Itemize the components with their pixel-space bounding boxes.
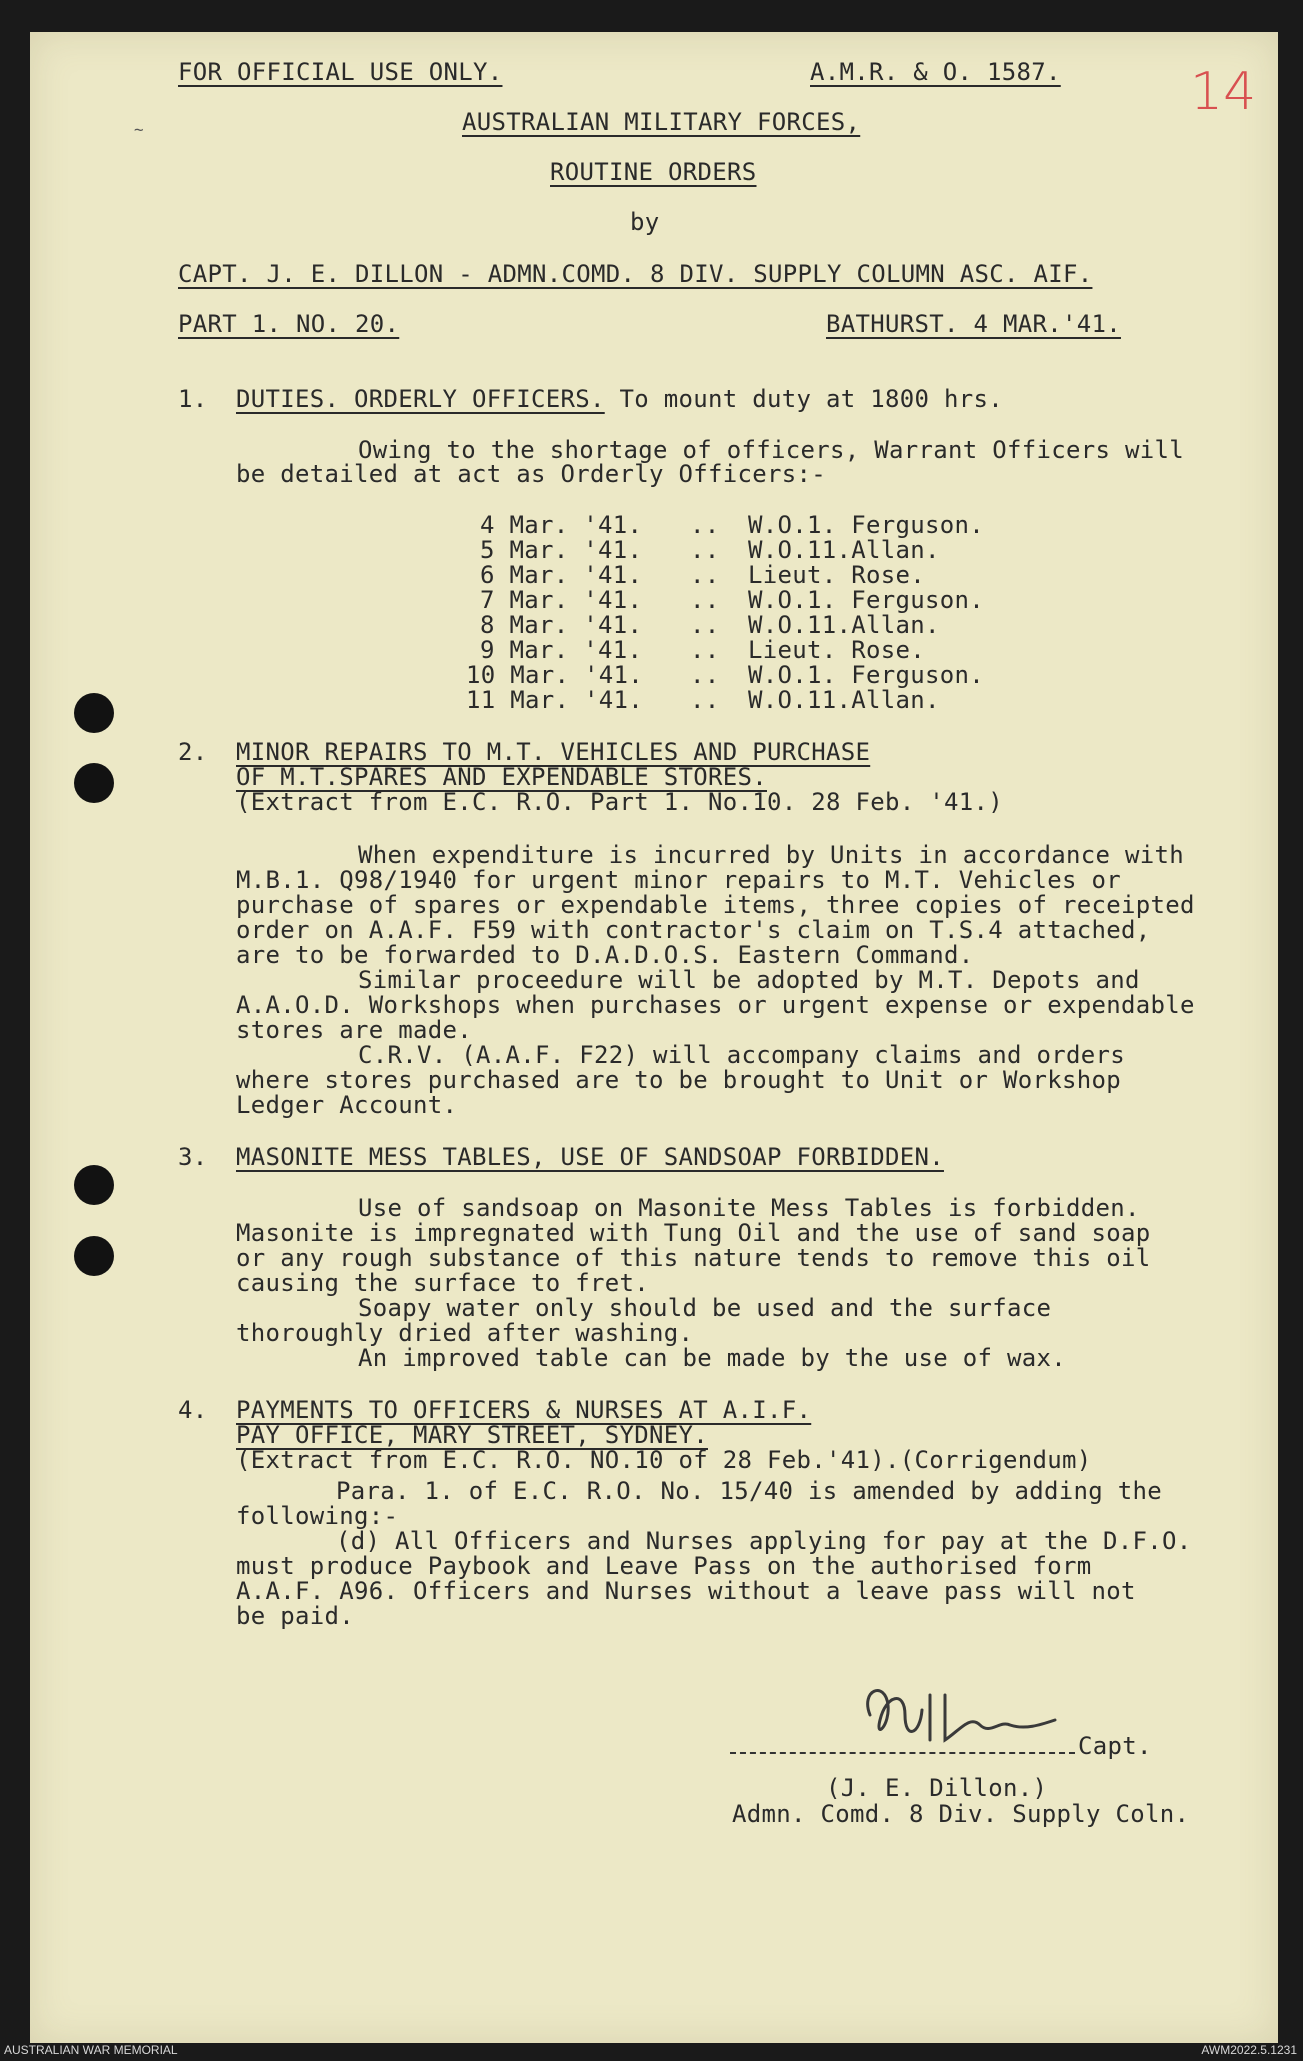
by-line: by	[630, 208, 660, 236]
roster-sep: ..	[690, 661, 720, 689]
paragraph-line: purchase of spares or expendable items, three copies of receipted	[236, 891, 1195, 919]
roster-row	[480, 538, 642, 563]
roster-date: 4 Mar. '41.	[480, 511, 643, 539]
paragraph-line: be paid.	[236, 1602, 354, 1630]
roster-date: 9 Mar. '41.	[480, 636, 643, 664]
roster-sep: ..	[690, 686, 720, 714]
footer-source: AUSTRALIAN WAR MEMORIAL	[4, 2043, 178, 2057]
item-1-heading-underlined: DUTIES. ORDERLY OFFICERS.	[236, 385, 605, 413]
roster-officer: Lieut. Rose.	[748, 561, 925, 589]
roster-sep: ..	[690, 536, 720, 564]
extract-reference: (Extract from E.C. R.O. NO.10 of 28 Feb.'41).(Corrigendum)	[236, 1446, 1092, 1474]
paragraph-line: Use of sandsoap on Masonite Mess Tables is forbidden.	[358, 1194, 1140, 1222]
punch-hole	[74, 1165, 114, 1205]
roster-officer: W.O.11.Allan.	[748, 686, 940, 714]
paragraph-line: thoroughly dried after washing.	[236, 1319, 694, 1347]
paragraph-line: M.B.1. Q98/1940 for urgent minor repairs to M.T. Vehicles or	[236, 866, 1121, 894]
paragraph-line: order on A.A.F. F59 with contractor's claim on T.S.4 attached,	[236, 916, 1151, 944]
roster-row	[480, 638, 642, 663]
roster-officer: W.O.1. Ferguson.	[748, 511, 984, 539]
paragraph-line: following:-	[236, 1502, 399, 1530]
item-number: 4.	[178, 1396, 208, 1424]
roster-row	[466, 663, 643, 688]
roster-row	[480, 513, 642, 538]
roster-officer: Lieut. Rose.	[748, 636, 925, 664]
roster-row	[480, 563, 642, 588]
paragraph-line: or any rough substance of this nature tends to remove this oil	[236, 1244, 1151, 1272]
footer-accession-number: AWM2022.5.1231	[1201, 2043, 1297, 2057]
organisation-heading: AUSTRALIAN MILITARY FORCES,	[462, 108, 861, 136]
roster-row	[480, 588, 642, 613]
paragraph-line: are to be forwarded to D.A.D.O.S. Eastern Command.	[236, 941, 974, 969]
roster-date: 10 Mar. '41.	[466, 661, 643, 689]
handwritten-signature	[850, 1670, 1070, 1760]
punch-hole	[74, 763, 114, 803]
paragraph-line: An improved table can be made by the use of wax.	[358, 1344, 1066, 1372]
roster-row	[480, 613, 642, 638]
issuer-line: CAPT. J. E. DILLON - ADMN.COMD. 8 DIV. SUPPLY COLUMN ASC. AIF.	[178, 260, 1093, 288]
paragraph-line: Masonite is impregnated with Tung Oil and the use of sand soap	[236, 1219, 1151, 1247]
roster-sep: ..	[690, 561, 720, 589]
document-reference: A.M.R. & O. 1587.	[810, 58, 1061, 86]
roster-sep: ..	[690, 511, 720, 539]
punch-hole	[74, 693, 114, 733]
item-4-heading: PAY OFFICE, MARY STREET, SYDNEY.	[236, 1421, 708, 1449]
signature-line	[730, 1752, 1075, 1754]
item-3-heading: MASONITE MESS TABLES, USE OF SANDSOAP FORBIDDEN.	[236, 1143, 944, 1171]
roster-officer: W.O.1. Ferguson.	[748, 586, 984, 614]
item-number: 2.	[178, 738, 208, 766]
roster-date: 11 Mar. '41.	[466, 686, 643, 714]
roster-sep: ..	[690, 586, 720, 614]
stray-mark: ~	[134, 120, 144, 139]
paragraph-line: C.R.V. (A.A.F. F22) will accompany claims and orders	[358, 1041, 1125, 1069]
roster-officer: W.O.1. Ferguson.	[748, 661, 984, 689]
extract-reference: (Extract from E.C. R.O. Part 1. No.10. 28 Feb. '41.)	[236, 788, 1003, 816]
item-1-heading-tail: To mount duty at 1800 hrs.	[604, 385, 1003, 413]
item-number: 3.	[178, 1143, 208, 1171]
paragraph-line: Soapy water only should be used and the surface	[358, 1294, 1052, 1322]
roster-officer: W.O.11.Allan.	[748, 536, 940, 564]
paragraph-line: (d) All Officers and Nurses applying for pay at the D.F.O.	[336, 1527, 1192, 1555]
document-title: ROUTINE ORDERS	[550, 158, 757, 186]
item-2-heading: MINOR REPAIRS TO M.T. VEHICLES AND PURCHASE	[236, 738, 871, 766]
paragraph-line: stores are made.	[236, 1016, 472, 1044]
paragraph-line: Ledger Account.	[236, 1091, 458, 1119]
roster-date: 6 Mar. '41.	[480, 561, 643, 589]
roster-date: 5 Mar. '41.	[480, 536, 643, 564]
roster-row	[466, 688, 643, 713]
part-number: PART 1. NO. 20.	[178, 310, 400, 338]
paragraph-line: Similar proceedure will be adopted by M.T. Depots and	[358, 966, 1140, 994]
paragraph-line: causing the surface to fret.	[236, 1269, 649, 1297]
signatory-rank: Capt.	[1078, 1732, 1152, 1760]
paragraph-line: be detailed at act as Orderly Officers:-	[236, 460, 826, 488]
page-number-mark: 14	[1190, 62, 1257, 122]
item-number: 1.	[178, 385, 208, 413]
paragraph-line: A.A.F. A96. Officers and Nurses without a leave pass will not	[236, 1577, 1136, 1605]
place-and-date: BATHURST. 4 MAR.'41.	[826, 310, 1121, 338]
roster-date: 7 Mar. '41.	[480, 586, 643, 614]
signatory-title: Admn. Comd. 8 Div. Supply Coln.	[732, 1800, 1190, 1828]
item-4-heading: PAYMENTS TO OFFICERS & NURSES AT A.I.F.	[236, 1396, 812, 1424]
paragraph-line: A.A.O.D. Workshops when purchases or urgent expense or expendable	[236, 991, 1195, 1019]
roster-officer: W.O.11.Allan.	[748, 611, 940, 639]
paragraph-line: Para. 1. of E.C. R.O. No. 15/40 is amended by adding the	[336, 1477, 1162, 1505]
paragraph-line: When expenditure is incurred by Units in accordance with	[358, 841, 1184, 869]
roster-date: 8 Mar. '41.	[480, 611, 643, 639]
paragraph-line: Owing to the shortage of officers, Warrant Officers will	[358, 436, 1184, 464]
item-2-heading: OF M.T.SPARES AND EXPENDABLE STORES.	[236, 763, 767, 791]
roster-sep: ..	[690, 611, 720, 639]
paragraph-line: where stores purchased are to be brought to Unit or Workshop	[236, 1066, 1121, 1094]
signatory-name: (J. E. Dillon.)	[826, 1774, 1048, 1802]
punch-hole	[74, 1236, 114, 1276]
roster-sep: ..	[690, 636, 720, 664]
item-1-heading	[236, 387, 1003, 412]
paragraph-line: must produce Paybook and Leave Pass on the authorised form	[236, 1552, 1092, 1580]
security-classification: FOR OFFICIAL USE ONLY.	[178, 58, 503, 86]
